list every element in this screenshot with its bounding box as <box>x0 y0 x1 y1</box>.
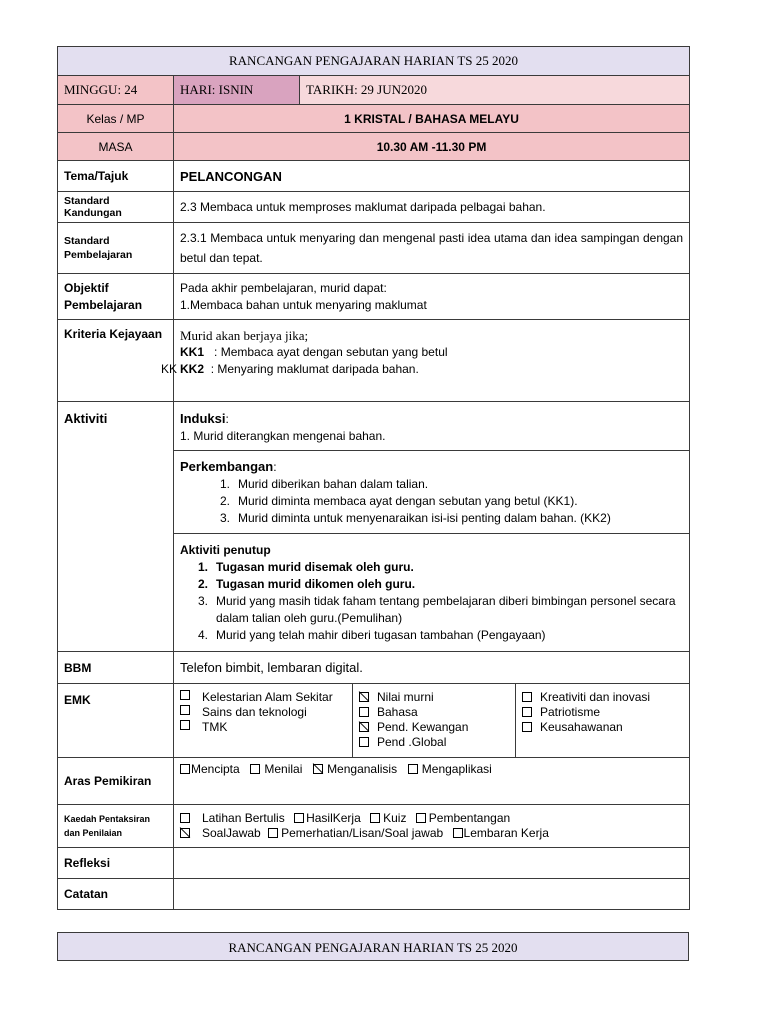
emk-item: Bahasa <box>359 705 509 720</box>
checkbox-icon[interactable] <box>180 720 190 730</box>
emk-col3 <box>516 684 690 757</box>
standard-kandungan-row <box>58 192 690 223</box>
bbm-row <box>58 652 690 684</box>
bbm-value: Telefon bimbit, lembaran digital. <box>174 652 690 684</box>
checkbox-icon[interactable] <box>250 764 260 774</box>
catatan-row <box>58 879 690 910</box>
kk1-code: KK1 <box>180 345 205 359</box>
emk-grid <box>174 684 689 757</box>
kelas-label: Kelas / MP <box>58 105 174 133</box>
kelas-row <box>58 105 690 133</box>
checkbox-icon[interactable] <box>416 813 426 823</box>
standard-kandungan-value: 2.3 Membaca untuk memproses maklumat daripada pelbagai bahan. <box>174 192 690 223</box>
aras-row <box>58 758 690 805</box>
kk2-prefix: KK <box>161 362 178 376</box>
checkbox-icon[interactable] <box>268 828 278 838</box>
checkbox-icon[interactable] <box>180 690 190 700</box>
kk2-code: KK2 <box>180 362 205 376</box>
checkbox-icon[interactable] <box>522 692 532 702</box>
checkbox-checked-icon[interactable] <box>313 764 323 774</box>
objektif-label: Objektif Pembelajaran <box>58 274 174 320</box>
aras-item: Mencipta <box>191 762 240 776</box>
checkbox-icon[interactable] <box>408 764 418 774</box>
standard-pembelajaran-value: 2.3.1 Membaca untuk menyaring dan mengenal pasti idea utama dan idea sampingan dengan betul dan tepat. <box>174 223 690 274</box>
checkbox-icon[interactable] <box>522 722 532 732</box>
emk-col1 <box>174 684 353 757</box>
kriteria-kk2 <box>161 361 683 378</box>
penutup-cell <box>174 534 690 652</box>
standard-pembelajaran-row <box>58 223 690 274</box>
list-item: 2. Tugasan murid dikomen oleh guru. <box>197 576 416 591</box>
emk-row <box>58 684 690 758</box>
aras-item: Menilai <box>264 762 303 776</box>
kriteria-kk1 <box>180 344 683 361</box>
list-item: 3. Murid yang masih tidak faham tentang pembelajaran diberi bimbingan personel secara dalam talian oleh guru.(Pemulihan) <box>197 593 676 625</box>
penutup-list <box>180 559 683 644</box>
masa-row <box>58 133 690 161</box>
checkbox-icon[interactable] <box>522 707 532 717</box>
penutup-title: Aktiviti penutup <box>180 542 271 557</box>
checkbox-checked-icon[interactable] <box>180 828 190 838</box>
checkbox-checked-icon[interactable] <box>359 722 369 732</box>
hari-cell: HARI: ISNIN <box>174 76 300 105</box>
tema-value: PELANCONGAN <box>174 161 690 192</box>
kriteria-intro: Murid akan berjaya jika; <box>180 328 309 343</box>
header-row <box>58 47 690 76</box>
bbm-label: BBM <box>58 652 174 684</box>
aras-item: Mengaplikasi <box>421 762 492 776</box>
lesson-plan-table <box>57 46 690 910</box>
induksi-title: Induksi: <box>180 411 229 426</box>
objektif-value <box>174 274 690 320</box>
emk-item: TMK <box>180 720 346 735</box>
kaedah-value <box>174 805 690 848</box>
list-item: 1. Tugasan murid disemak oleh guru. <box>197 559 414 574</box>
induksi-cell <box>174 402 690 451</box>
kaedah-row <box>58 805 690 848</box>
perkembangan-title: Perkembangan: <box>180 458 277 474</box>
standard-kandungan-label: Standard Kandungan <box>58 192 174 223</box>
objektif-line1: Pada akhir pembelajaran, murid dapat: <box>180 280 387 295</box>
next-page-title: RANCANGAN PENGAJARAN HARIAN TS 25 2020 <box>57 932 689 961</box>
aras-value <box>174 758 690 805</box>
checkbox-icon[interactable] <box>359 707 369 717</box>
list-item: 4. Murid yang telah mahir diberi tugasan tambahan (Pengayaan) <box>197 627 546 642</box>
emk-item: Kelestarian Alam Sekitar <box>180 690 346 705</box>
tema-row <box>58 161 690 192</box>
checkbox-icon[interactable] <box>180 705 190 715</box>
checkbox-icon[interactable] <box>453 828 463 838</box>
kaedah-label: Kaedah Pentaksiran dan Penilaian <box>58 805 174 848</box>
kriteria-label: Kriteria Kejayaan <box>58 320 174 402</box>
tarikh-cell: TARIKH: 29 JUN2020 <box>300 76 690 105</box>
kk2-text: : Menyaring maklumat daripada bahan. <box>210 362 419 376</box>
checkbox-icon[interactable] <box>370 813 380 823</box>
emk-item: Sains dan teknologi <box>180 705 346 720</box>
kelas-value: 1 KRISTAL / BAHASA MELAYU <box>174 105 690 133</box>
checkbox-icon[interactable] <box>180 764 190 774</box>
standard-pembelajaran-label: Standard Pembelajaran <box>58 223 174 274</box>
objektif-line2: 1.Membaca bahan untuk menyaring maklumat <box>180 297 427 312</box>
aktiviti-label: Aktiviti <box>58 402 174 652</box>
induksi-item: 1. Murid diterangkan mengenai bahan. <box>180 429 386 443</box>
list-item: 3. Murid diminta untuk menyenaraikan isi-isi penting dalam bahan. (KK2) <box>219 510 611 525</box>
refleksi-value[interactable] <box>174 848 690 879</box>
kriteria-row <box>58 320 690 402</box>
refleksi-label: Refleksi <box>58 848 174 879</box>
kk1-text: : Membaca ayat dengan sebutan yang betul <box>214 345 448 359</box>
minggu-cell: MINGGU: 24 <box>58 76 174 105</box>
page-title: RANCANGAN PENGAJARAN HARIAN TS 25 2020 <box>58 47 690 76</box>
emk-cell <box>174 684 690 758</box>
catatan-value[interactable] <box>174 879 690 910</box>
objektif-row <box>58 274 690 320</box>
checkbox-icon[interactable] <box>359 737 369 747</box>
kriteria-value <box>161 320 690 402</box>
info-row <box>58 76 690 105</box>
emk-item: Pend .Global <box>359 735 509 750</box>
checkbox-checked-icon[interactable] <box>359 692 369 702</box>
refleksi-row <box>58 848 690 879</box>
kaedah-row2: SoalJawab Pemerhatian/Lisan/Soal jawab Lembaran Kerja <box>180 826 683 841</box>
checkbox-icon[interactable] <box>180 813 190 823</box>
aras-label: Aras Pemikiran <box>58 758 174 805</box>
catatan-label: Catatan <box>58 879 174 910</box>
emk-item: Keusahawanan <box>522 720 683 735</box>
checkbox-icon[interactable] <box>294 813 304 823</box>
tema-label: Tema/Tajuk <box>58 161 174 192</box>
emk-label: EMK <box>58 684 174 758</box>
emk-item: Nilai murni <box>359 690 509 705</box>
induksi-title-text: Induksi <box>180 411 226 426</box>
masa-value: 10.30 AM -11.30 PM <box>174 133 690 161</box>
kaedah-row1: Latihan Bertulis HasilKerja Kuiz Pembentangan <box>180 811 683 826</box>
emk-col2 <box>353 684 516 757</box>
aras-item: Menganalisis <box>327 762 398 776</box>
list-item: 1. Murid diberikan bahan dalam talian. <box>219 476 429 491</box>
induksi-row <box>58 402 690 451</box>
perkembangan-list <box>180 476 683 527</box>
emk-item: Pend. Kewangan <box>359 720 509 735</box>
perkembangan-title-text: Perkembangan <box>180 458 274 474</box>
lesson-plan-sheet <box>57 46 689 910</box>
masa-label: MASA <box>58 133 174 161</box>
emk-item: Kreativiti dan inovasi <box>522 690 683 705</box>
perkembangan-cell <box>174 451 690 534</box>
list-item: 2. Murid diminta membaca ayat dengan sebutan yang betul (KK1). <box>219 493 578 508</box>
emk-item: Patriotisme <box>522 705 683 720</box>
